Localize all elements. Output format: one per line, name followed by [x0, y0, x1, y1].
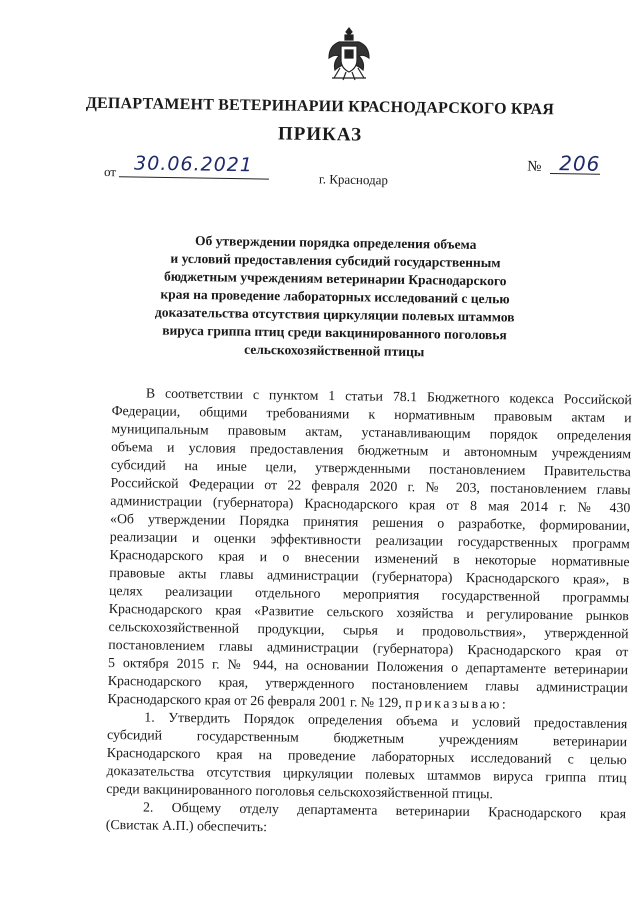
- body-line: Российской Федерации от 22 февраля 2020 г. № 203, постановлением главы: [110, 474, 631, 498]
- body-line: сельскохозяйственной продукции, сырья и продовольствия», утвержденной: [108, 618, 629, 642]
- item-1-line: Краснодарского края на проведение лабораторных исследований с целью: [106, 744, 627, 768]
- item-2-line: 2. Общему отделу департамента ветеринарии Краснодарского края: [142, 799, 627, 822]
- subject-line: бюджетным учреждениям ветеринарии Краснодарского: [163, 268, 507, 289]
- item-1-line: доказательства отсутствия циркуляции полевых штаммов вируса гриппа птиц: [106, 762, 627, 786]
- body-line: субсидий на иные цели, утвержденными постановлением Правительства: [110, 456, 631, 480]
- subject-line: края на проведение лабораторных исследований с целью: [160, 286, 510, 307]
- department-title: ДЕПАРТАМЕНТ ВЕТЕРИНАРИИ КРАСНОДАРСКОГО КРАЯ: [85, 94, 555, 119]
- body-line: В соответствии с пунктом 1 статьи 78.1 Бюджетного кодекса Российской: [145, 385, 632, 408]
- handwritten-date: 30.06.2021: [133, 152, 254, 177]
- city-label: г. Краснодар: [318, 171, 389, 188]
- body-line: «Об утверждении Порядка принятия решения о разработке, формировании,: [110, 510, 631, 534]
- subject-line: Об утверждении порядка определения объема: [194, 233, 477, 252]
- subject-line: вируса гриппа птиц среди вакцинированного поголовья: [162, 322, 507, 343]
- coat-of-arms-icon: [326, 24, 372, 82]
- date-prefix: от: [103, 164, 117, 180]
- date-number-row: [103, 151, 604, 196]
- body-line: реализации и оценки эффективности реализации государственных программ: [109, 528, 630, 552]
- document-type-title: ПРИКАЗ: [277, 123, 363, 146]
- subject-line: сельскохозяйственной птицы: [244, 341, 425, 360]
- item-1-line: 1. Утвердить Порядок определения объема и условий предоставления: [144, 709, 628, 732]
- body-line-prefix: Краснодарского края от 26 февраля 2001 г. № 129,: [107, 690, 402, 711]
- body-line: 5 октября 2015 г. № 944, на основании Положения о департаменте ветеринарии: [108, 654, 629, 678]
- body-line: Краснодарского края и о внесении изменений в некоторые нормативные: [109, 546, 630, 570]
- number-label: №: [527, 158, 542, 175]
- body-line: Краснодарского края, утвержденного постановлением главы администрации: [107, 672, 628, 696]
- subject-line: доказательства отсутствия циркуляции полевых штаммов: [154, 304, 515, 325]
- handwritten-number: 206: [559, 151, 601, 176]
- subject-line: и условий предоставления субсидий государственным: [170, 250, 501, 271]
- item-1-line: субсидий государственным бюджетным учреждениям ветеринарии: [107, 726, 628, 750]
- order-subject: [139, 231, 531, 362]
- body-line: муниципальным правовым актам, устанавливающим порядок определения: [111, 420, 632, 444]
- item-2-line: (Свистак А.П.) обеспечить:: [105, 816, 268, 835]
- order-word: приказываю:: [405, 695, 509, 712]
- date-underline: [119, 176, 269, 179]
- body-line: постановлением главы администрации (губернатора) Краснодарского края от: [108, 636, 629, 660]
- body-line: правовые акты главы администрации (губернатора) Краснодарского края», в: [109, 564, 630, 588]
- body-line: администрации (губернатора) Краснодарского края от 8 мая 2014 г. № 430: [110, 492, 631, 516]
- body-line: целях реализации отдельного мероприятия государственной программы: [109, 582, 630, 606]
- body-line: объема и условия предоставления бюджетным и автономным учреждениям: [111, 438, 632, 462]
- body-line: Краснодарского края «Развитие сельского хозяйства и регулирование рынков: [108, 600, 629, 624]
- body-line: Федерации, общими требованиями к нормативным правовым актам и: [111, 402, 632, 426]
- order-body: [106, 384, 632, 841]
- item-1-line: среди вакцинированного поголовья сельскохозяйственной птицы.: [106, 780, 494, 802]
